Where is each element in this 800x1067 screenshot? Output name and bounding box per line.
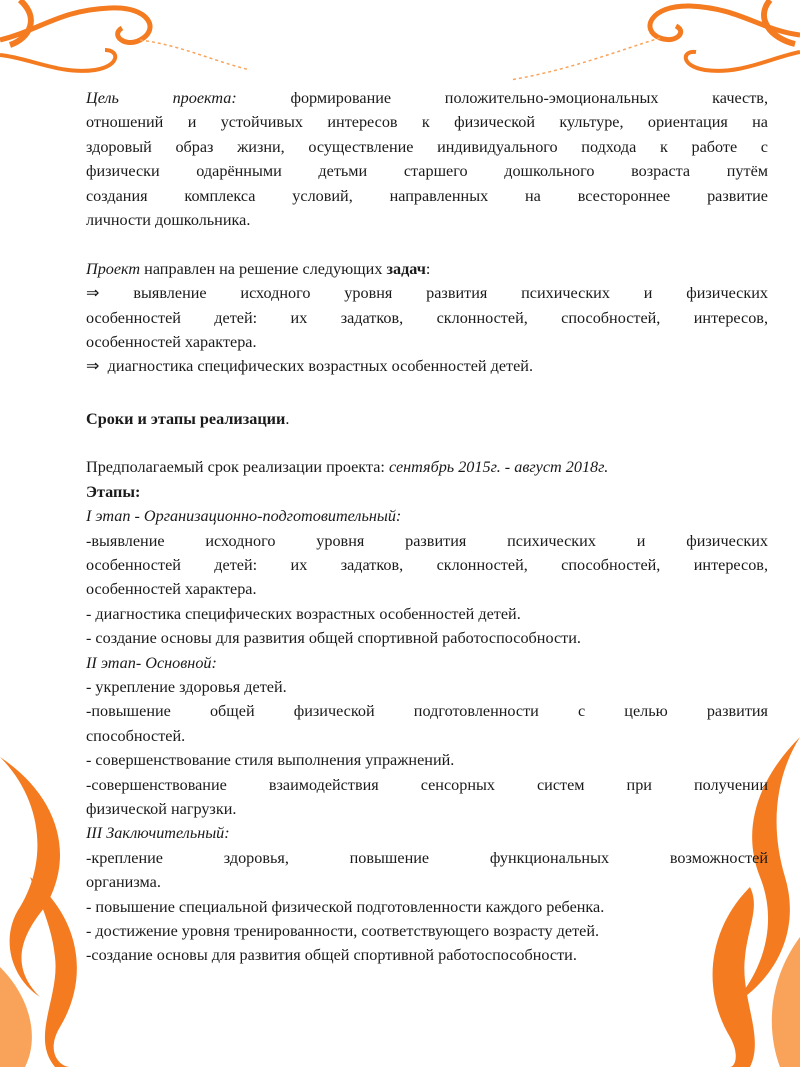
stages-heading: Этапы: [86, 482, 141, 501]
stage-item-line: - совершенствование стиля выполнения упражнений. [86, 751, 455, 770]
stage-item-line: -выявление исходного уровня развития психических и физических [86, 531, 768, 550]
arrow-icon: ⇒ [86, 357, 100, 376]
project-term: Предполагаемый срок реализации проекта: сентябрь 2015г. - август 2018г. [86, 458, 609, 477]
stages [86, 504, 768, 967]
ornament-top-right [470, 0, 800, 90]
stage-item-line: - укрепление здоровья детей. [86, 677, 287, 696]
document-body [86, 86, 768, 968]
stage-item-line: -повышение общей физической подготовленности с целью развития [86, 702, 768, 721]
stage-item-line: - диагностика специфических возрастных особенностей детей. [86, 604, 521, 623]
stage-item-line: -создание основы для развития общей спортивной работоспособности. [86, 946, 577, 965]
stage-item-line: особенностей детей: их задатков, склонностей, способностей, интересов, [86, 556, 768, 575]
arrow-icon: ⇒ [86, 284, 100, 303]
stage-item-line: - достижение уровня тренированности, соответствующего возрасту детей. [86, 921, 600, 940]
stage-title: III Заключительный: [86, 824, 230, 843]
project-tasks: Проект направлен на решение следующих задач: ⇒ выявление исходного уровня развития психических и физических особенностей детей: их задатков, склонностей, способностей, интересов, особенностей характера. ⇒ диагностика специфических возрастных особенностей детей. [86, 259, 768, 376]
project-goal: Цель проекта: формирование положительно-эмоциональных качеств, отношений и устойчивых интересов к физической культуре, ориентация на здоровый образ жизни, осуществление индивидуального подхода к работе с физически одарёнными детьми старшего дошкольного возраста путём создания комплекса условий, направленных на всестороннее развитие личности дошкольника. [86, 89, 768, 229]
stage-item-line: -совершенствование взаимодействия сенсорных систем при получении [86, 775, 768, 794]
stage-title: II этап- Основной: [86, 653, 217, 672]
stage-item-line: способностей. [86, 726, 186, 745]
stage-item-line: - создание основы для развития общей спортивной работоспособности. [86, 629, 581, 648]
stage-item-line: физической нагрузки. [86, 799, 237, 818]
stage-item-line: организма. [86, 873, 161, 892]
stage-item-line: -крепление здоровья, повышение функциональных возможностей [86, 848, 768, 867]
goal-label: Цель проекта: [86, 89, 237, 107]
stage-item-line: - повышение специальной физической подготовленности каждого ребенка. [86, 897, 605, 916]
timeline-heading: Сроки и этапы реализации. [86, 409, 290, 428]
stage-title: I этап - Организационно-подготовительный: [86, 507, 402, 526]
stage-item-line: особенностей характера. [86, 580, 257, 599]
ornament-top-left [0, 0, 260, 90]
